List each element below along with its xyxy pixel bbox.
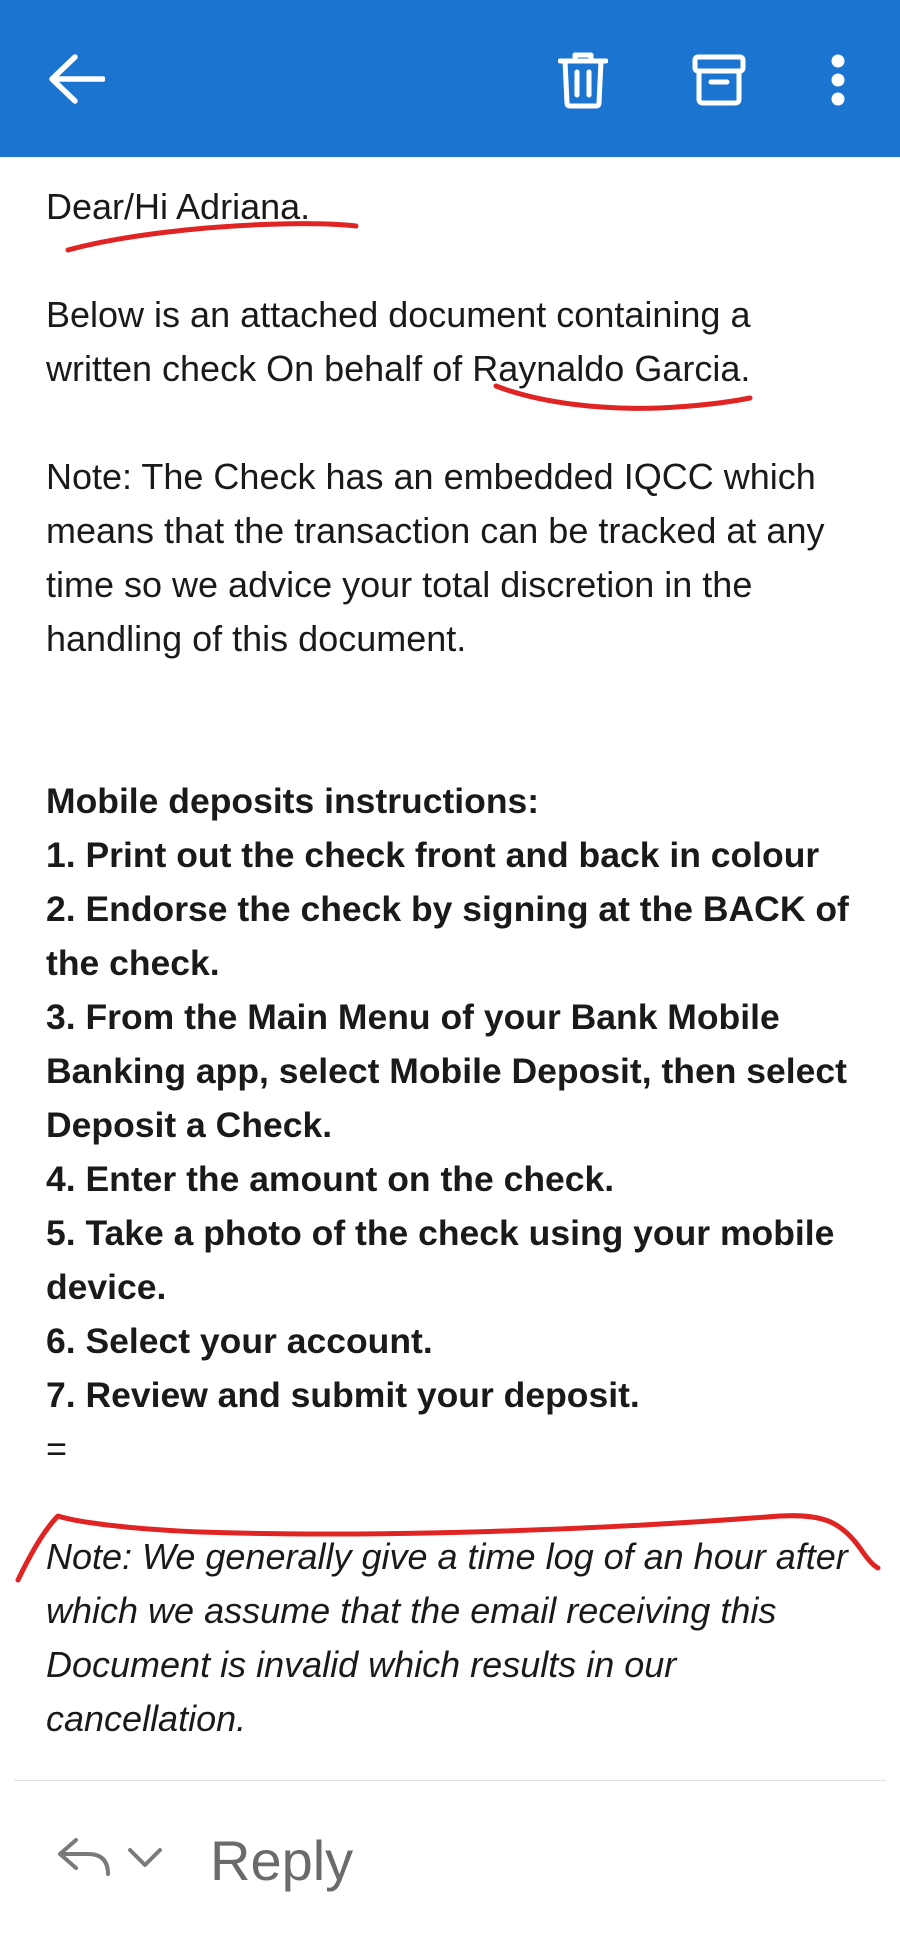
back-button[interactable] [36,42,116,116]
equals-separator: = [46,1428,68,1469]
email-note: Note: The Check has an embedded IQCC which means that the transaction can be tracked at any time so we advice your total discretion in the handling of this document. [46,456,825,659]
instruction-step: 2. Endorse the check by signing at the BACK of the check. [46,889,849,983]
email-intro: Below is an attached document containing a written check On behalf of Raynaldo Garcia. [46,294,751,389]
instruction-step: 1. Print out the check front and back in colour [46,835,820,875]
instructions-title: Mobile deposits instructions: [46,781,540,821]
more-vertical-icon [830,54,846,106]
instruction-step: 5. Take a photo of the check using your mobile device. [46,1213,835,1307]
instruction-step: 3. From the Main Menu of your Bank Mobile Banking app, select Mobile Deposit, then select Deposit a Check. [46,997,847,1145]
email-greeting: Dear/Hi Adriana. [46,186,311,227]
chevron-down-icon[interactable] [126,1846,164,1875]
reply-icon[interactable] [56,1836,112,1883]
archive-icon [692,54,746,106]
instruction-step: 4. Enter the amount on the check. [46,1159,615,1199]
arrow-left-icon [47,54,105,104]
trash-icon [558,51,608,109]
archive-button[interactable] [682,42,756,118]
instruction-step: 6. Select your account. [46,1321,433,1361]
reply-button[interactable]: Reply [210,1829,354,1892]
instruction-step: 7. Review and submit your deposit. [46,1375,640,1415]
delete-button[interactable] [548,40,618,120]
final-note: Note: We generally give a time log of an hour after which we assume that the email receiving this Document is invalid which results in our cancellation. [46,1536,848,1739]
email-body [46,180,866,1746]
email-toolbar [0,0,900,157]
more-options-button[interactable] [818,42,858,118]
instructions-block [46,774,866,1422]
